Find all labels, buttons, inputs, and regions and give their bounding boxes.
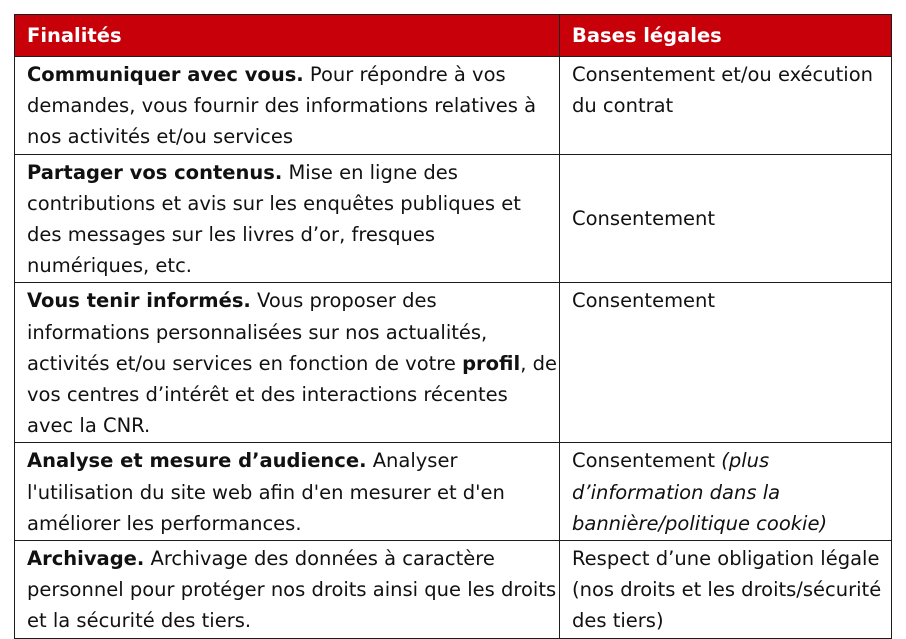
purpose-text: Vous proposer des informations personnalisées sur nos actualités, activités et/ou services en fonction de votre [27,289,488,375]
purpose-cell [15,154,560,283]
legal-basis-cell [560,443,892,541]
table-row [15,154,892,283]
legal-basis-text: Consentement [572,449,722,473]
purpose-bold-word: profil [462,351,521,375]
purpose-cell [15,57,560,155]
header-bases-legales: Bases légales [560,15,892,57]
purpose-text: Archivage des données à caractère personnel pour protéger nos droits ainsi que les droits et la sécurité des tiers. [27,547,557,633]
legal-basis-cell [560,154,892,283]
purpose-title: Analyse et mesure d’audience. [27,449,367,473]
purpose-text: Mise en ligne des contributions et avis sur les enquêtes publiques et des messages sur les livres d’or, fresques numériques, etc. [27,160,521,278]
table-row [15,541,892,639]
legal-basis-text: Respect d’une obligation légale (nos droits et les droits/sécurité des tiers) [572,547,882,633]
purposes-legal-bases-table [14,14,892,639]
table-header-row [15,15,892,57]
legal-basis-cell [560,541,892,639]
purpose-title: Archivage. [27,547,145,571]
header-finalites: Finalités [15,15,560,57]
table-row [15,57,892,155]
purpose-title: Vous tenir informés. [27,289,251,313]
purpose-title: Communiquer avec vous. [27,63,304,86]
legal-basis-text: Consentement et/ou exécution du contrat [572,63,873,118]
purpose-cell [15,283,560,443]
legal-basis-note: (plus d’information dans la bannière/politique cookie) [572,449,828,535]
legal-basis-text: Consentement [572,289,716,313]
purpose-text: Pour répondre à vos demandes, vous fournir des informations relatives à nos activités et/ou services [27,63,537,149]
legal-basis-cell [560,57,892,155]
legal-basis-cell [560,283,892,443]
purpose-cell [15,443,560,541]
table-row [15,443,892,541]
purpose-text: Analyser l'utilisation du site web afin d'en mesurer et d'en améliorer les performances. [27,449,505,535]
purpose-text-end: , de vos centres d’intérêt et des interactions récentes avec la CNR. [27,351,557,438]
table-row [15,283,892,443]
purpose-title: Partager vos contenus. [27,160,283,184]
legal-basis-text: Consentement [572,207,716,231]
purpose-cell [15,541,560,639]
